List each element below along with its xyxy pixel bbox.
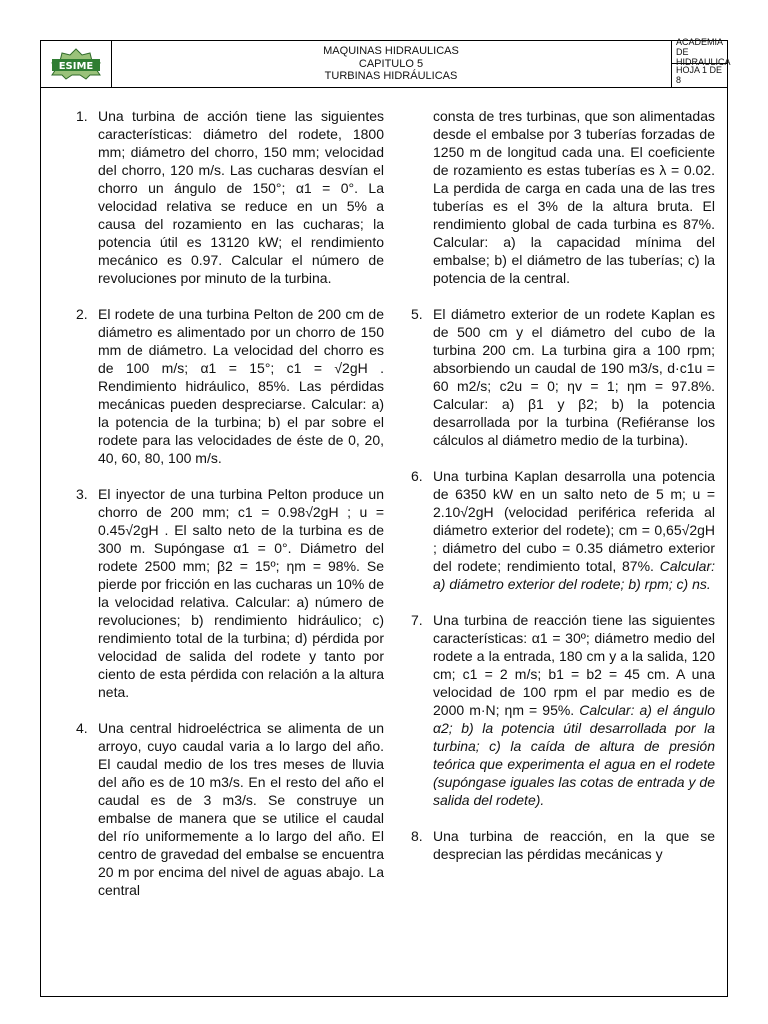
problem-text: El rodete de una turbina Pelton de 200 cm de diámetro es alimentado por un chorro de 150 mm de diámetro. La velocidad del chorro es de 100 m/s; α1 = 15°; c1 = √2gH . Rendimiento hidráulico, 85%. Las pérdidas mecánicas pueden despreciarse. Calcular: a) la potencia de la turbina; b) el par sobre el rodete para las velocidades de éste de 0, 20, 40, 60, 80, 100 m/s. — [98, 306, 384, 466]
problem-text: Una central hidroeléctrica se alimenta de un arroyo, cuyo caudal varia a lo largo del año. El caudal medio de los tres meses de lluvia del año es de 10 m3/s. En el resto del año el caudal es de 3 m3/s. Se construye un embalse de manera que se utilice el caudal del río uniformemente a lo largo del año. El centro de gravedad del embalse se encuentra 20 m por encima del nivel de aguas abajo. La central — [98, 720, 384, 898]
academy-label — [672, 37, 731, 67]
problem-number: 1. — [76, 108, 88, 124]
esime-logo-icon — [46, 47, 106, 81]
problem-8 — [411, 827, 715, 863]
problem-text: El diámetro exterior de un rodete Kaplan es de 500 cm y el diámetro del cubo de la turbina 200 cm. La turbina gira a 100 rpm; absorbiendo un caudal de 190 m3/s, d·c1u = 60 m2/s; c2u = 0; ηv = 1; ηm = 97.8%. Calcular: a) β1 y β2; b) la potencia desarrollada por la turbina (Refiéranse los cálculos al diámetro medio de la turbina). — [433, 306, 715, 448]
problem-number: 6. — [411, 468, 423, 484]
title-line-2: CAPITULO 5 — [358, 57, 424, 70]
academy-line-2: HIDRAULICA — [676, 57, 731, 67]
logo-text: ESIME — [58, 61, 94, 72]
problem-number: 5. — [411, 306, 423, 322]
problem-number: 7. — [411, 612, 423, 628]
document-header — [40, 37, 731, 88]
problem-text: Una turbina de acción tiene las siguientes características: diámetro del rodete, 1800 mm; diámetro del chorro, 150 mm; velocidad del chorro, 120 m/s. Las cucharas desvían el chorro un ángulo de 150°; α1 = 0°. La velocidad relativa se reduce en un 5% a causa del rozamiento en las cucharas; la potencia útil es 13120 kW; el rendimiento mecánico es 0.97. Calcular el número de revoluciones por minuto de la turbina. — [98, 108, 384, 286]
document-title — [111, 41, 671, 87]
problem-1 — [76, 107, 384, 287]
problem-7 — [411, 611, 715, 809]
esime-logo — [41, 41, 112, 87]
problem-number: 4. — [76, 720, 88, 736]
problem-text: El inyector de una turbina Pelton produce un chorro de 200 mm; c1 = 0.98√2gH ; u = 0.45√2gH . El salto neto de la turbina es de 300 m. Supóngase α1 = 0°. Diámetro del rodete 2500 mm; β2 = 15º; ηm = 98%. Se pierde por fricción en las cucharas un 10% de la velocidad relativa. Calcular: a) número de revoluciones; b) rendimiento hidráulico; c) rendimiento total de la turbina; d) pérdida por velocidad de salida del rodete y tanto por ciento de esta pérdida con relación a la altura neta. — [98, 486, 384, 700]
problem-text: Una turbina de reacción tiene las siguientes características: α1 = 30º; diámetro medio del rodete a la entrada, 180 cm y a la salida, 120 cm; c1 = 2 m/s; b1 = b2 = 45 cm. A una velocidad de 100 rpm el par medio es de 2000 m·N; ηm = 95%. — [433, 612, 715, 718]
problem-questions: Calcular: a) diámetro exterior del rodete; b) rpm; c) ns. — [433, 558, 715, 592]
academy-line-1: ACADEMIA DE — [676, 37, 723, 57]
problem-4-continued — [411, 107, 715, 287]
problem-number: 3. — [76, 486, 88, 502]
problem-questions: Calcular: a) el ángulo α2; b) la potencia útil desarrollada por la turbina; c) la caída de altura de presión teórica que experimenta el agua en el rodete (supóngase iguales las cotas de entrada y de salida del rodete). — [433, 702, 715, 808]
problem-text: Una turbina Kaplan desarrolla una potencia de 6350 kW en un salto neto de 5 m; u = 2.10√2gH (velocidad periférica referida al diámetro exterior del rodete); cm = 0,65√2gH ; diámetro del cubo = 0.35 diámetro exterior del rodete; rendimiento total, 87%. — [433, 468, 715, 574]
problem-2 — [76, 305, 384, 467]
header-info — [671, 37, 731, 87]
sheet-number: HOJA 1 DE 8 — [676, 65, 723, 85]
left-column — [76, 107, 384, 917]
problem-number: 2. — [76, 306, 88, 322]
problem-6 — [411, 467, 715, 593]
problem-text: consta de tres turbinas, que son alimentadas desde el embalse por 3 tuberías forzadas de 1250 m de longitud cada una. El coeficiente de rozamiento es estas tuberías es λ = 0.02. La perdida de carga en cada una de las tres tuberías es el 3% de la altura bruta. El rendimiento global de cada turbina es 87%. Calcular: a) la capacidad mínima del embalse; b) el diámetro de las tuberías; c) la potencia de la central. — [433, 108, 715, 286]
problem-5 — [411, 305, 715, 449]
problem-text: Una turbina de reacción, en la que se desprecian las pérdidas mecánicas y — [433, 828, 715, 862]
title-line-3: TURBINAS HIDRÁULICAS — [324, 70, 458, 83]
title-line-1: MAQUINAS HIDRAULICAS — [323, 45, 459, 58]
problem-3 — [76, 485, 384, 701]
right-column — [411, 107, 715, 881]
problem-number: 8. — [411, 828, 423, 844]
problem-4 — [76, 719, 384, 899]
